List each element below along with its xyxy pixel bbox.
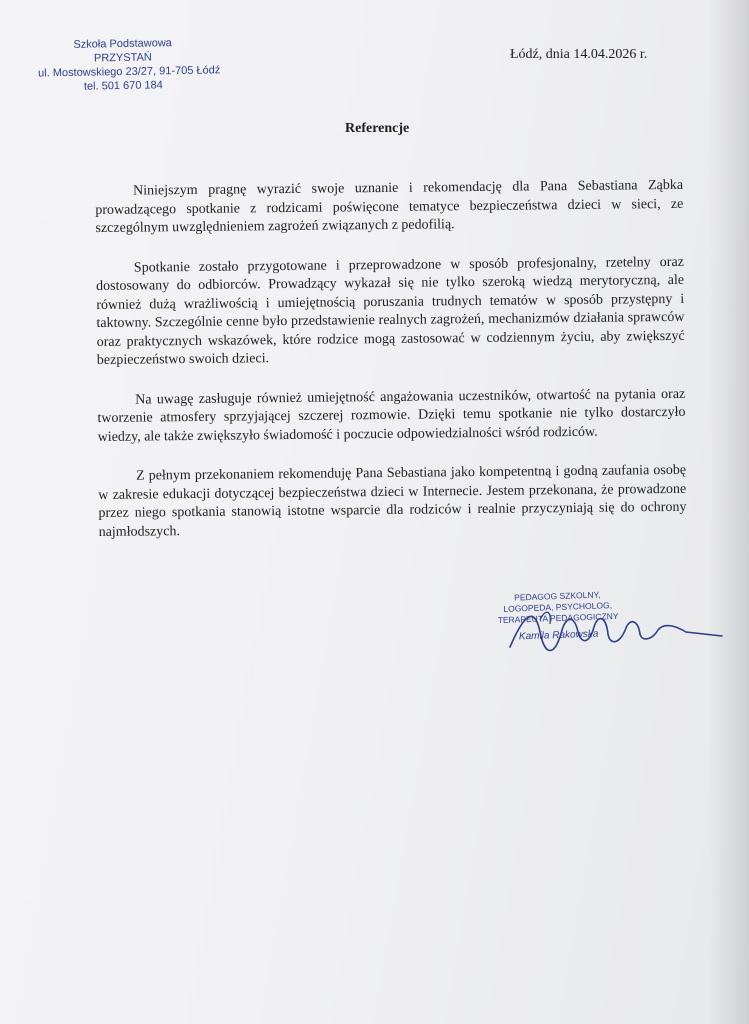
stamp-school-name: Szkoła Podstawowa (73, 37, 172, 51)
handwritten-signature (500, 602, 730, 662)
date-line: Łódź, dnia 14.04.2026 r. (510, 47, 648, 62)
paragraph: Na uwagę zasługuje również umiejętność angażowania uczestników, otwartość na pytania oraz tworzenie atmosfery sprzyjającej szczerej rozmowie. Dzięki temu spotkanie nie tylko dostarczyło wiedzy, ale także zwiększyło świadomość i poczucie odpowiedzialności wśród rodziców. (97, 386, 686, 445)
stamp-address: ul. Mostowskiego 23/27, 91-705 Łódź (38, 64, 221, 80)
school-header-stamp (38, 36, 221, 95)
paragraph: Spotkanie zostało przygotowane i przeprowadzone w sposób profesjonalny, rzetelny oraz dostosowany do odbiorców. Prowadzący wykazał się nie tylko szeroką wiedzą merytoryczną, ale również dużą wrażliwością i umiejętnością poruszania trudnych tematów w sposób przystępny i taktowny. Szczególnie cenne było przedstawienie realnych zagrożeń, mechanizmów działania sprawców oraz praktycznych wskazówek, które rodzice mogą zastosować w codziennym życiu, aby zwiększyć bezpieczeństwo swoich dzieci. (96, 254, 685, 368)
sigstamp-name: Kamila Rakowska (518, 628, 599, 643)
letter-body (95, 177, 687, 563)
sigstamp-role-1: PEDAGOG SZKOLNY, (513, 589, 601, 603)
stamp-school-subname: PRZYSTAŃ (93, 51, 152, 65)
paragraph: Z pełnym przekonaniem rekomenduję Pana Sebastiana jako kompetentną i godną zaufania osobę w zakresie edukacji dotyczącej bezpieczeństwa dzieci w Internecie. Jestem przekonana, że prowadzone przez niego spotkania stanowią istotne wsparcie dla rodziców i realnie przyczyniają się do ochrony najmłodszych. (98, 462, 687, 540)
document-title: Referencje (345, 121, 410, 136)
paragraph: Niniejszym pragnę wyrazić swoje uznanie i rekomendację dla Pana Sebastiana Ząbka prowadzącego spotkanie z rodzicami poświęcone tematyce bezpieczeństwa dzieci w sieci, ze szczególnym uwzględnieniem zagrożeń związanych z pedofilią. (95, 177, 684, 236)
sigstamp-role-3: TERAPEUTA PEDAGOGICZNY (497, 610, 619, 626)
stamp-phone: tel. 501 670 184 (83, 79, 163, 93)
page-shadow (709, 0, 749, 1024)
sigstamp-role-2: LOGOPEDA, PSYCHOLOG, (503, 600, 613, 614)
